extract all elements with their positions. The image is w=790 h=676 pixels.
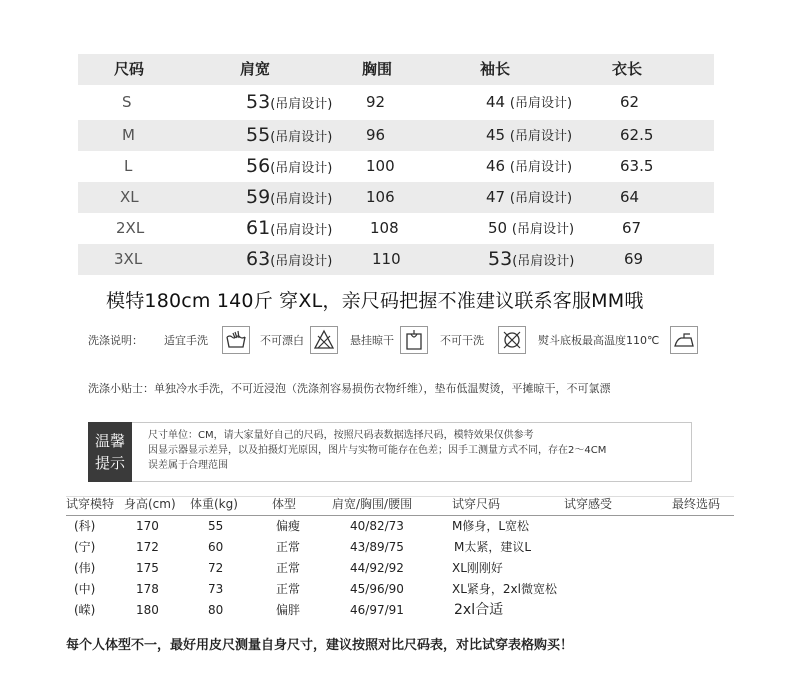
chest-value: 108 xyxy=(370,219,399,237)
hand-wash-icon xyxy=(222,326,250,354)
sleeve-value: 44 xyxy=(486,93,506,111)
chest-value: 92 xyxy=(366,93,386,111)
fit-height: 175 xyxy=(136,561,159,575)
length-value: 62.5 xyxy=(620,126,654,144)
shoulder-note: (吊肩设计) xyxy=(270,192,333,207)
sleeve-note: (吊肩设计) xyxy=(509,96,573,111)
size-label: M xyxy=(122,126,135,144)
shoulder-note: (吊肩设计) xyxy=(270,97,333,112)
header-weight: 体重(kg) xyxy=(190,497,238,511)
fit-row xyxy=(66,579,734,600)
fit-size: XL紧身，2xl微宽松 xyxy=(452,582,557,596)
fit-measure: 43/89/75 xyxy=(350,540,404,554)
fit-measure: 44/92/92 xyxy=(350,561,404,575)
fit-build: 偏瘦 xyxy=(276,519,301,533)
iron-icon xyxy=(670,326,698,354)
shoulder-value: 53 xyxy=(246,91,271,113)
fit-row xyxy=(66,537,734,558)
length-value: 63.5 xyxy=(620,157,654,175)
wash-label: 适宜手洗 xyxy=(164,334,208,347)
fit-height: 178 xyxy=(136,582,159,596)
fit-row xyxy=(66,516,734,537)
fit-model: (嵘) xyxy=(74,603,96,617)
chest-value: 106 xyxy=(366,188,395,206)
header-build: 体型 xyxy=(272,497,297,511)
header-height: 身高(cm) xyxy=(124,497,176,511)
header-chest: 胸围 xyxy=(362,60,393,78)
fit-measure: 40/82/73 xyxy=(350,519,404,533)
size-label: XL xyxy=(120,188,139,206)
size-row xyxy=(78,182,714,213)
fit-height: 180 xyxy=(136,603,159,617)
fit-size: XL刚刚好 xyxy=(452,561,503,575)
wash-label: 不可干洗 xyxy=(440,334,484,347)
wash-tips: 洗涤小贴士：单独冷水手洗，不可近浸泡（洗涤剂容易损伤衣物纤维），垫布低温熨烫，平摊晾干，不可氯漂 xyxy=(88,382,611,395)
fit-height: 172 xyxy=(136,540,159,554)
size-row xyxy=(78,120,714,151)
wash-label: 不可漂白 xyxy=(260,334,304,347)
fit-weight: 80 xyxy=(208,603,224,617)
shoulder-value: 63 xyxy=(246,248,271,270)
size-row xyxy=(78,213,714,244)
fit-build: 正常 xyxy=(276,561,301,575)
fit-size: M修身，L宽松 xyxy=(452,519,530,533)
wash-title: 洗涤说明： xyxy=(88,334,143,347)
shoulder-value: 61 xyxy=(246,217,271,239)
reminder-label-line2: 提示 xyxy=(94,454,125,472)
shoulder-note: (吊肩设计) xyxy=(270,130,333,145)
shoulder-note: (吊肩设计) xyxy=(270,254,333,269)
reminder-label-line1: 温馨 xyxy=(94,432,125,450)
length-value: 69 xyxy=(624,250,644,268)
sleeve-note: (吊肩设计) xyxy=(509,191,573,206)
fit-model: (宁) xyxy=(74,540,96,554)
reminder-text xyxy=(148,428,688,473)
chest-value: 110 xyxy=(372,250,401,268)
header-fit-feel: 试穿感受 xyxy=(564,497,613,511)
hang-dry-icon xyxy=(400,326,428,354)
size-row xyxy=(78,87,714,118)
wash-instructions xyxy=(88,326,700,356)
chest-value: 100 xyxy=(366,157,395,175)
wash-label: 熨斗底板最高温度110℃ xyxy=(538,334,660,347)
size-row xyxy=(78,244,714,275)
fit-table-header xyxy=(66,494,734,515)
header-shoulder: 肩宽 xyxy=(240,60,271,78)
size-row xyxy=(78,151,714,182)
footer-note: 每个人体型不一，最好用皮尺测量自身尺寸，建议按照对比尺码表，对比试穿表格购买！ xyxy=(66,638,574,653)
no-dry-clean-icon xyxy=(498,326,526,354)
size-label: 3XL xyxy=(114,250,143,268)
fit-weight: 72 xyxy=(208,561,224,575)
fit-weight: 73 xyxy=(208,582,224,596)
fit-measure: 45/96/90 xyxy=(350,582,404,596)
fit-weight: 60 xyxy=(208,540,224,554)
shoulder-value: 56 xyxy=(246,155,271,177)
size-label: 2XL xyxy=(116,219,145,237)
shoulder-note: (吊肩设计) xyxy=(270,223,333,238)
shoulder-note: (吊肩设计) xyxy=(270,161,333,176)
header-sleeve: 袖长 xyxy=(480,60,511,78)
chest-value: 96 xyxy=(366,126,386,144)
sleeve-note: (吊肩设计) xyxy=(512,254,575,269)
header-model: 试穿模特 xyxy=(66,497,115,511)
model-info: 模特180cm 140斤 穿XL，亲尺码把握不准建议联系客服MM哦 xyxy=(106,290,644,312)
sleeve-value: 50 xyxy=(488,219,508,237)
fit-model: (伟) xyxy=(74,561,96,575)
fit-build: 偏胖 xyxy=(276,603,301,617)
fit-row xyxy=(66,558,734,579)
shoulder-value: 55 xyxy=(246,124,271,146)
length-value: 67 xyxy=(622,219,642,237)
header-fit-size: 试穿尺码 xyxy=(452,497,501,511)
sleeve-note: (吊肩设计) xyxy=(509,160,573,175)
fit-build: 正常 xyxy=(276,540,301,554)
sleeve-value: 47 xyxy=(486,188,506,206)
fit-measure: 46/97/91 xyxy=(350,603,404,617)
reminder-line: 误差属于合理范围 xyxy=(148,460,228,471)
fit-model: (科) xyxy=(74,519,96,533)
fit-size: 2xl合适 xyxy=(454,602,504,618)
header-size: 尺码 xyxy=(114,60,145,78)
fit-model: (中) xyxy=(74,582,96,596)
sleeve-value: 53 xyxy=(488,248,513,270)
length-value: 64 xyxy=(620,188,640,206)
fit-weight: 55 xyxy=(208,519,224,533)
fit-size: M太紧，建议L xyxy=(454,540,532,554)
sleeve-note: (吊肩设计) xyxy=(511,222,575,237)
length-value: 62 xyxy=(620,93,640,111)
reminder-line: 尺寸单位：CM，请大家量好自己的尺码，按照尺码表数据选择尺码，模特效果仅供参考 xyxy=(148,430,534,441)
sleeve-note: (吊肩设计) xyxy=(509,129,573,144)
reminder-label xyxy=(88,422,132,482)
shoulder-value: 59 xyxy=(246,186,271,208)
fit-build: 正常 xyxy=(276,582,301,596)
no-bleach-icon xyxy=(310,326,338,354)
reminder-line: 因显示器显示差异，以及拍摄灯光原因，图片与实物可能存在色差；因手工测量方式不同，存在2～4CM xyxy=(148,445,607,456)
size-table-header xyxy=(78,54,714,85)
fit-row xyxy=(66,600,734,621)
fit-height: 170 xyxy=(136,519,159,533)
wash-label: 悬挂晾干 xyxy=(350,334,394,347)
size-label: L xyxy=(124,157,133,175)
header-final-size: 最终选码 xyxy=(672,497,721,511)
header-measure: 肩宽/胸围/腰围 xyxy=(332,497,413,511)
sleeve-value: 46 xyxy=(486,157,506,175)
sleeve-value: 45 xyxy=(486,126,506,144)
size-label: S xyxy=(122,93,132,111)
header-length: 衣长 xyxy=(612,60,643,78)
